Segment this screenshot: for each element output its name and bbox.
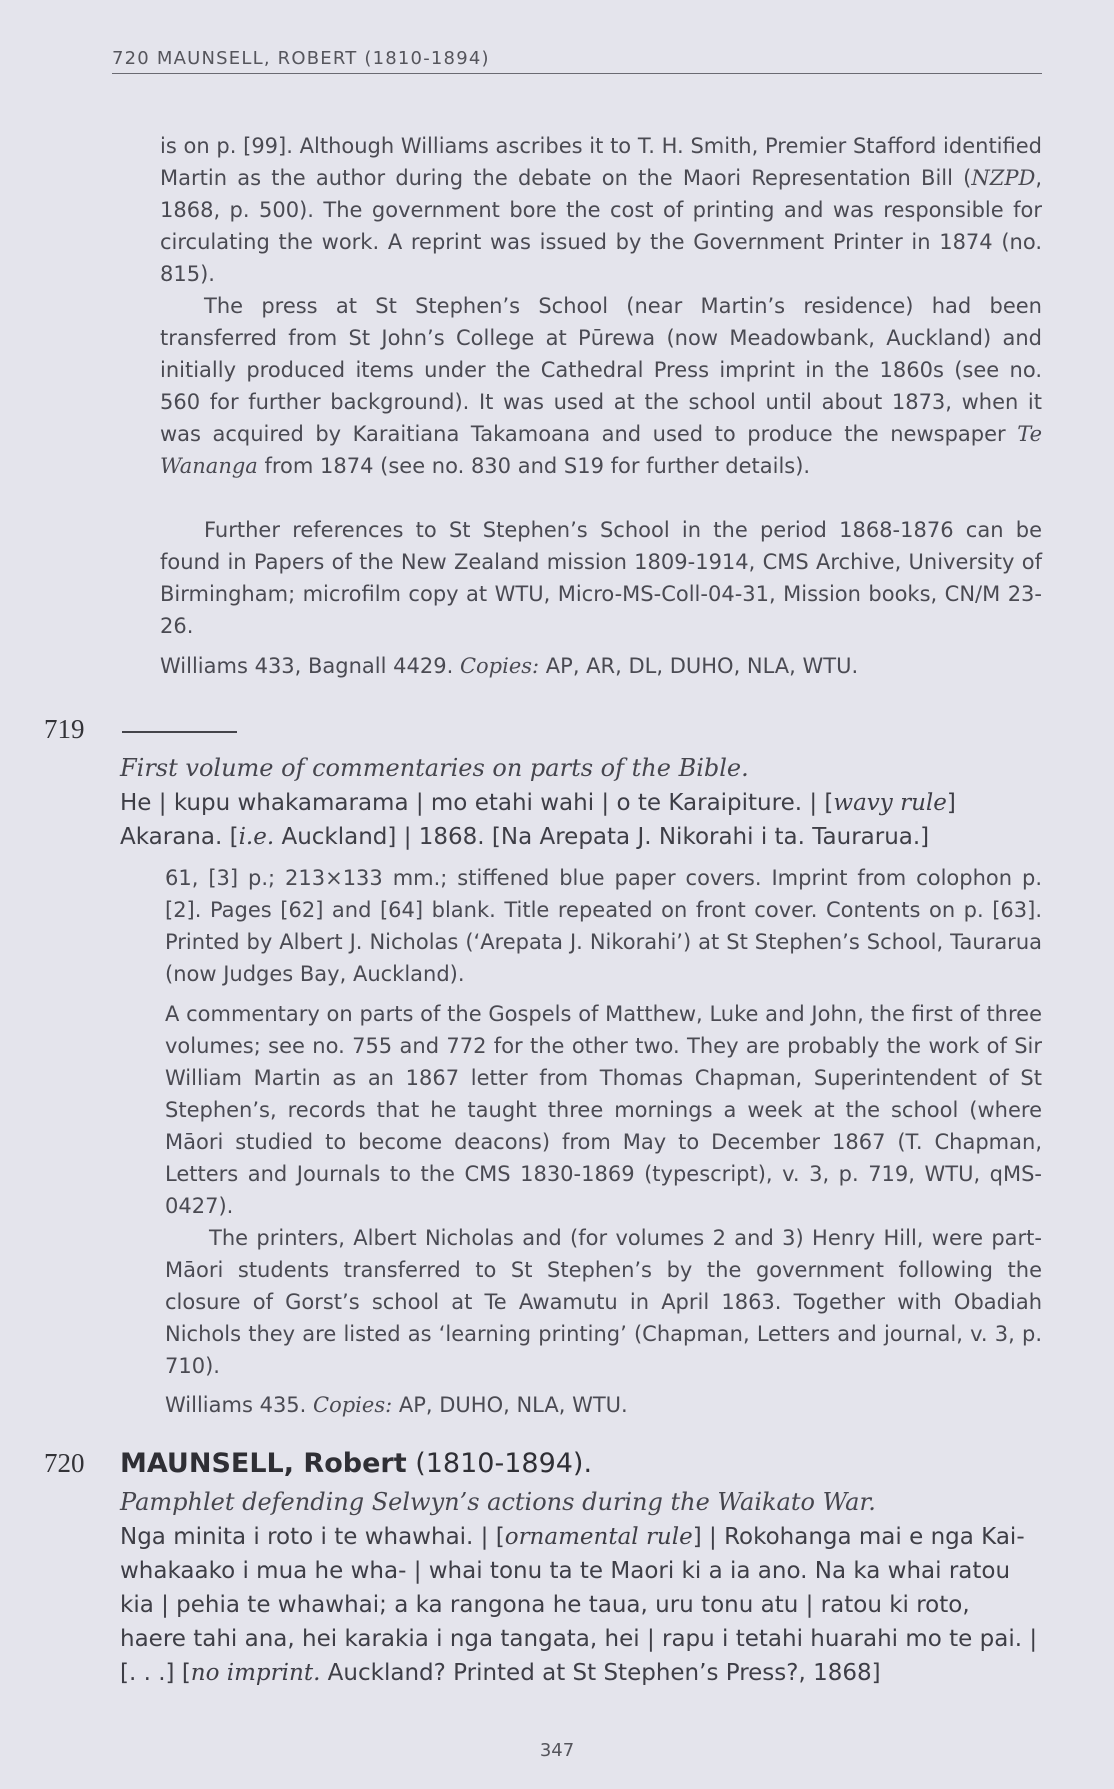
continuation-paragraph-3: Further references to St Stephen’s School in the period 1868-1876 can be found in Papers of the New Zealand mission 1809-1914, CMS Archive, University of Birmingham; microfilm copy at WTU, Micro-MS-Coll-04-31, Mission books, CN/M 23-26.: [160, 518, 1042, 638]
continuation-paragraph-1: is on p. [99]. Although Williams ascribes it to T. H. Smith, Premier Stafford identified Martin as the author during the debate on the Maori Representation Bill (NZPD, 1868, p. 500). The government bore the cost of printing and was responsible for circulating the work. A reprint was issued by the Government Printer in 1874 (no. 815).: [160, 134, 1042, 286]
entry-720-title: Pamphlet defending Selwyn’s actions during the Waikato War.: [120, 1488, 876, 1516]
entry-number-719: 719: [44, 714, 85, 744]
running-head: 720 MAUNSELL, ROBERT (1810-1894): [112, 48, 1042, 74]
continuation-references: Williams 433, Bagnall 4429. Copies: AP, AR, DL, DUHO, NLA, WTU.: [160, 654, 859, 678]
author-name: MAUNSELL, Robert: [120, 1448, 407, 1479]
entry-719-title-page-line-1: He | kupu whakamarama | mo etahi wahi | o te Karaipiture. | [wavy rule]: [120, 790, 956, 816]
entry-720-title-page: Nga minita i roto i te whawhai. | [ornamental rule] | Rokohanga mai e nga Kai-whakaako i mua he wha- | whai tonu ta te Maori ki a ia ano. Na ka whai ratou kia | pehia te whawhai; a ka rangona he taua, uru tonu atu | ratou ki roto, haere tahi ana, hei karakia i nga tangata, hei | rapu i tetahi huarahi mo te pai. | [. . .] [no imprint. Auckland? Printed at St Stephen’s Press?, 1868]: [120, 1524, 1038, 1686]
entry-719-note-2: The printers, Albert Nicholas and (for volumes 2 and 3) Henry Hill, were part-Māori students transferred to St Stephen’s by the government following the closure of Gorst’s school at Te Awamutu in April 1863. Together with Obadiah Nichols they are listed as ‘learning printing’ (Chapman, Letters and journal, v. 3, p. 710).: [165, 1226, 1042, 1378]
entry-719-title: First volume of commentaries on parts of the Bible.: [120, 754, 749, 782]
author-repeat-rule: [122, 731, 237, 733]
entry-720-heading: [120, 1448, 592, 1479]
entry-719-title-page-line-2: Akarana. [i.e. Auckland] | 1868. [Na Arepata J. Nikorahi i ta. Taurarua.]: [120, 824, 930, 850]
entry-719-description: 61, [3] p.; 213×133 mm.; stiffened blue paper covers. Imprint from colophon p. [2]. Pages [62] and [64] blank. Title repeated on front cover. Contents on p. [63]. Printed by Albert J. Nicholas (‘Arepata J. Nikorahi’) at St Stephen’s School, Taurarua (now Judges Bay, Auckland).: [165, 866, 1042, 986]
author-dates: (1810-1894).: [415, 1448, 593, 1479]
entry-719-references: Williams 435. Copies: AP, DUHO, NLA, WTU.: [165, 1393, 628, 1417]
entry-number-720: 720: [44, 1448, 85, 1478]
entry-719-note-1: A commentary on parts of the Gospels of Matthew, Luke and John, the first of three volumes; see no. 755 and 772 for the other two. They are probably the work of Sir William Martin as an 1867 letter from Thomas Chapman, Superintendent of St Stephen’s, records that he taught three mornings a week at the school (where Māori studied to become deacons) from May to December 1867 (T. Chapman, Letters and Journals to the CMS 1830-1869 (typescript), v. 3, p. 719, WTU, qMS-0427).: [165, 1002, 1042, 1218]
continuation-paragraph-2: The press at St Stephen’s School (near Martin’s residence) had been transferred from St John’s College at Pūrewa (now Meadowbank, Auckland) and initially produced items under the Cathedral Press imprint in the 1860s (see no. 560 for further background). It was used at the school until about 1873, when it was acquired by Karaitiana Takamoana and used to produce the newspaper Te Wananga from 1874 (see no. 830 and S19 for further details).: [160, 294, 1042, 478]
page-number: 347: [539, 1740, 575, 1761]
